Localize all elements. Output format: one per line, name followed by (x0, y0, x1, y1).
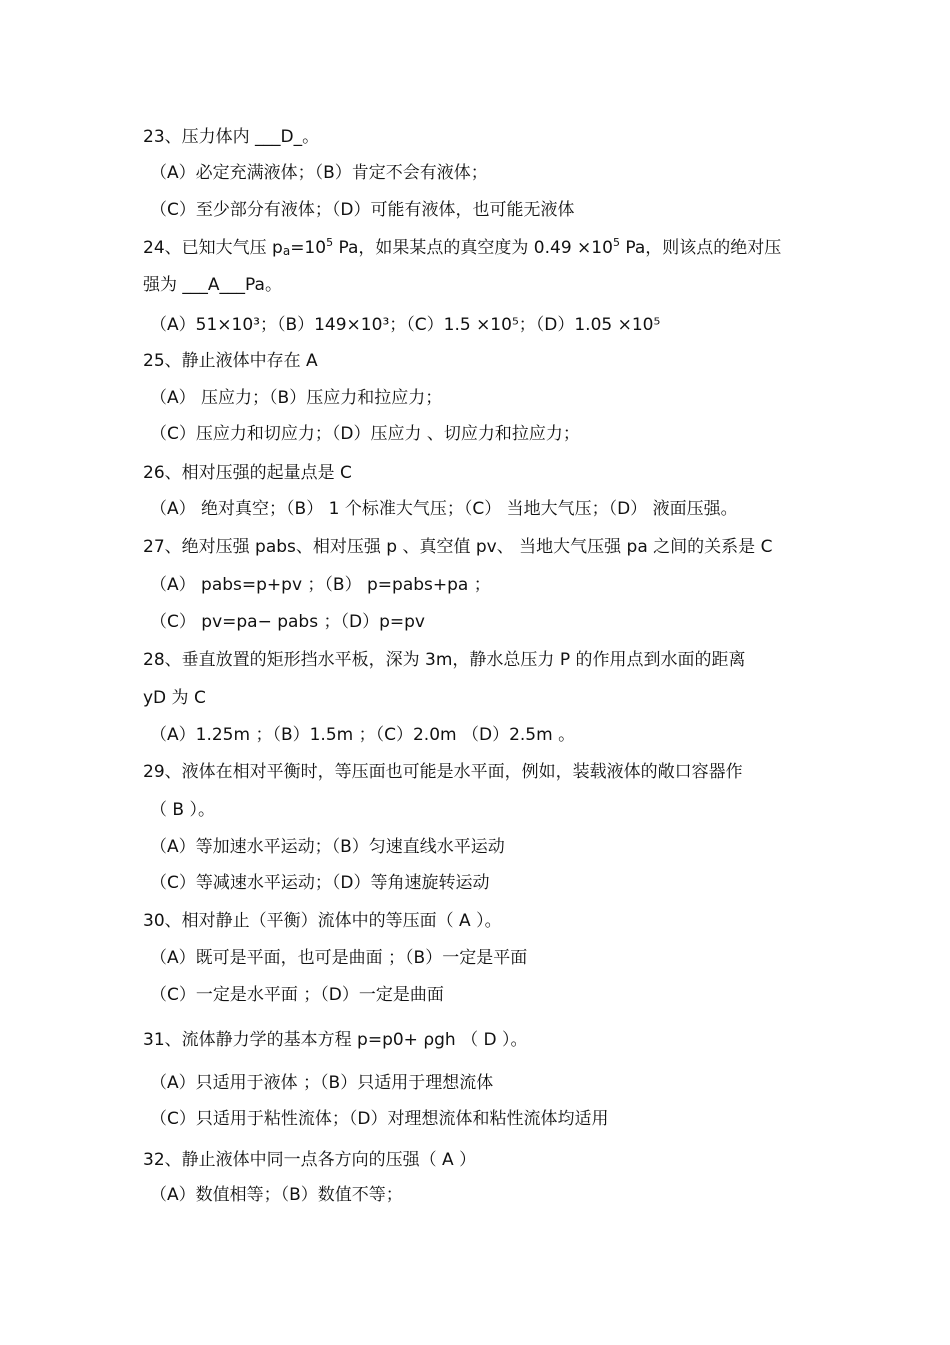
q24-subscript: a (282, 244, 291, 258)
q32-options: （A）数值相等；（B）数值不等； (150, 1185, 403, 1205)
q31-options-cd: （C）只适用于粘性流体；（D）对理想流体和粘性流体均适用 (150, 1109, 609, 1129)
q30-options-ab: （A）既可是平面，也可是曲面 ；（B）一定是平面 (150, 948, 528, 968)
q29-stem: 29、液体在相对平衡时，等压面也可能是水平面，例如，装载液体的敞口容器作 (143, 762, 743, 782)
q29-answer-blank: （ B ）。 (150, 800, 215, 820)
q27-options-cd: （C） pv=pa− pabs ；（D）p=pv (150, 612, 425, 632)
q24-stem (143, 237, 781, 259)
q25-stem: 25、静止液体中存在 A (143, 351, 318, 371)
q27-stem: 27、绝对压强 pabs、相对压强 p 、真空值 pv、 当地大气压强 pa 之间的关系是 C (143, 537, 773, 557)
q23-options-cd: （C）至少部分有液体；（D）可能有液体，也可能无液体 (150, 200, 575, 220)
q26-options: （A） 绝对真空；（B） 1 个标准大气压；（C） 当地大气压；（D） 液面压强。 (150, 499, 738, 519)
q27-options-ab: （A） pabs=p+pv ；（B） p=pabs+pa ； (150, 575, 491, 595)
q28-options: （A）1.25m ；（B）1.5m ；（C）2.0m （D）2.5m 。 (150, 725, 576, 745)
q24-exponent-2: 5 (612, 236, 620, 249)
q24-part-a: 24、已知大气压 p (143, 238, 283, 258)
q31-stem: 31、流体静力学的基本方程 p=p0+ ρgh （ D ）。 (143, 1030, 528, 1050)
q25-options-cd: （C）压应力和切应力；（D）压应力 、切应力和拉应力； (150, 424, 580, 444)
q23-stem: 23、压力体内 ___D_。 (143, 127, 320, 147)
q30-options-cd: （C）一定是水平面 ；（D）一定是曲面 (150, 985, 444, 1005)
q30-stem: 30、相对静止（平衡）流体中的等压面（ A ）。 (143, 911, 502, 931)
q29-options-ab: （A）等加速水平运动；（B）匀速直线水平运动 (150, 837, 505, 857)
q24-stem-cont: 强为 ___A___Pa。 (143, 275, 282, 295)
q25-options-ab: （A） 压应力；（B）压应力和拉应力； (150, 388, 443, 408)
q32-stem: 32、静止液体中同一点各方向的压强（ A ） (143, 1150, 477, 1170)
q31-options-ab: （A）只适用于液体 ；（B）只适用于理想流体 (150, 1073, 494, 1093)
q29-options-cd: （C）等减速水平运动；（D）等角速旋转运动 (150, 873, 490, 893)
q24-options: （A）51×10³；（B）149×10³；（C）1.5 ×10⁵；（D）1.05 ×10⁵ (150, 315, 661, 335)
q23-options-ab: （A）必定充满液体；（B）肯定不会有液体； (150, 163, 488, 183)
q28-stem: 28、垂直放置的矩形挡水平板，深为 3m，静水总压力 P 的作用点到水面的距离 (143, 650, 746, 670)
q26-stem: 26、相对压强的起量点是 C (143, 463, 352, 483)
q24-part-c: Pa，如果某点的真空度为 0.49 ×10 (333, 238, 613, 258)
q24-exponent: 5 (326, 236, 334, 249)
q28-stem-cont: yD 为 C (143, 688, 206, 708)
q24-part-b: =10 (290, 238, 327, 258)
q24-part-d: Pa，则该点的绝对压 (619, 238, 782, 258)
